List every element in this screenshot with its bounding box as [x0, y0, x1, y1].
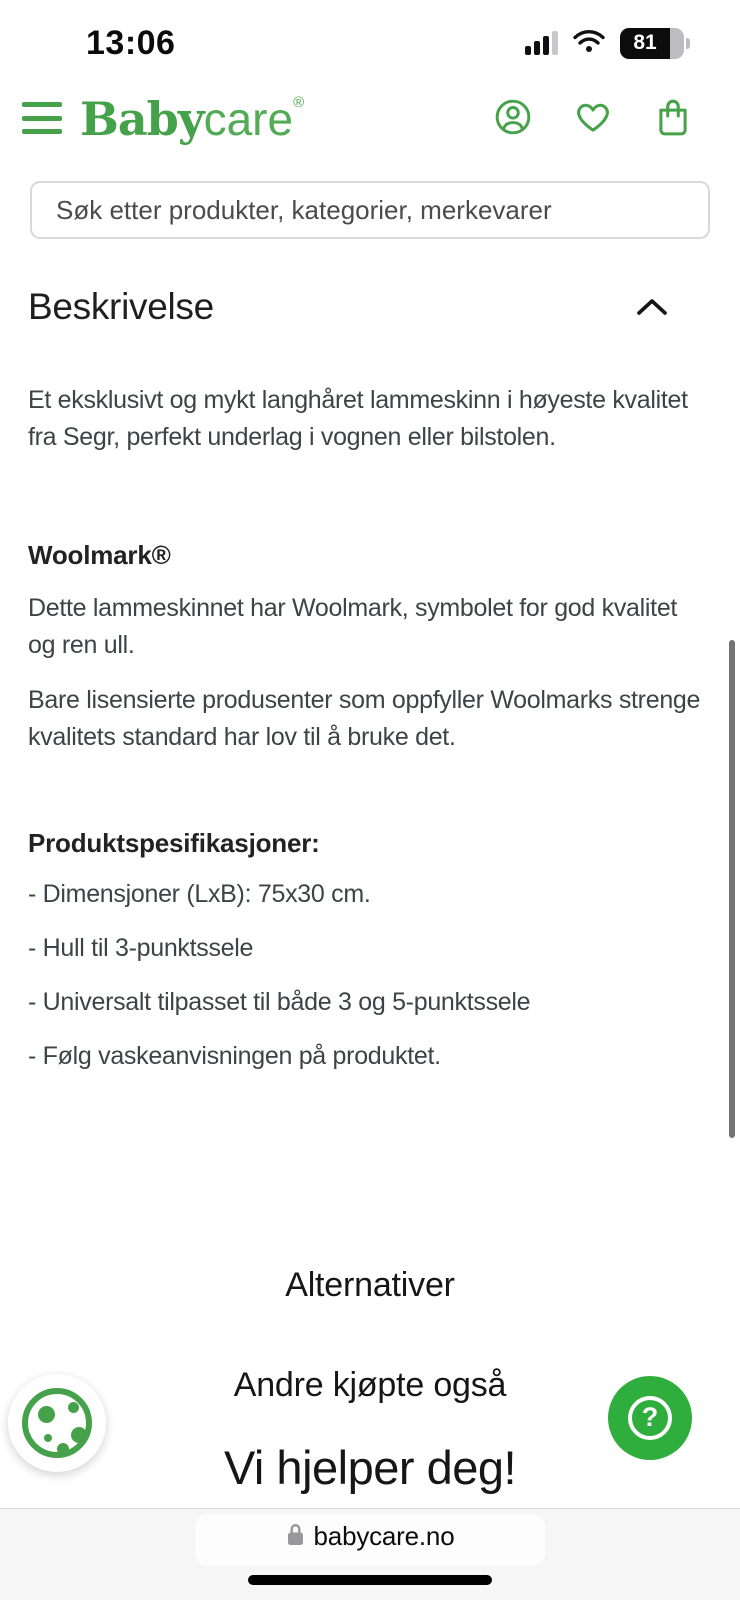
text-line: Et eksklusivt og mykt langhåret lammeskinn i høyeste kvalitet — [28, 386, 688, 414]
battery-percent: 81 — [620, 28, 670, 59]
text-line: Bare lisensierte produsenter som oppfyller Woolmarks strenge — [28, 686, 701, 714]
spec-item: - Universalt tilpasset til både 3 og 5-punktssele — [28, 988, 531, 1016]
description-title: Beskrivelse — [28, 286, 214, 327]
description-accordion-header[interactable] — [28, 286, 712, 334]
home-indicator[interactable] — [248, 1575, 492, 1585]
cart-button[interactable] — [654, 98, 692, 138]
status-time: 13:06 — [86, 24, 176, 62]
address-bar[interactable] — [0, 1521, 740, 1552]
description-intro — [28, 382, 728, 456]
text-line: fra Segr, perfekt underlag i vognen eller bilstolen. — [28, 423, 556, 451]
wifi-icon — [573, 29, 605, 58]
header-actions — [494, 98, 692, 138]
menu-button[interactable] — [22, 102, 62, 134]
text-line: Dette lammeskinnet har Woolmark, symbolet for god kvalitet — [28, 594, 678, 622]
help-widget-button[interactable] — [608, 1376, 692, 1460]
person-circle-icon — [494, 98, 532, 139]
woolmark-heading: Woolmark® — [28, 540, 171, 570]
also-bought-title: Andre kjøpte også — [233, 1366, 507, 1404]
chevron-up-icon[interactable] — [634, 296, 670, 325]
cookie-settings-button[interactable] — [8, 1374, 106, 1472]
shopping-bag-icon — [655, 97, 691, 140]
search-input[interactable] — [30, 181, 710, 239]
spec-item: - Følg vaskeanvisningen på produktet. — [28, 1042, 441, 1070]
logo-registered-mark: ® — [293, 94, 305, 111]
account-button[interactable] — [494, 98, 532, 138]
woolmark-paragraph — [28, 590, 728, 664]
license-paragraph — [28, 682, 728, 756]
spec-item: - Hull til 3-punktssele — [28, 934, 254, 962]
text-line: og ren ull. — [28, 631, 135, 659]
status-bar — [0, 0, 740, 70]
wishlist-button[interactable] — [574, 98, 612, 138]
we-help-title: Vi hjelper deg! — [223, 1441, 517, 1494]
logo-light-text: care — [203, 93, 294, 145]
question-mark-icon: ? — [628, 1396, 672, 1440]
cellular-signal-icon — [525, 31, 558, 55]
battery-icon — [620, 28, 690, 59]
site-header — [0, 86, 740, 156]
padlock-icon — [286, 1522, 305, 1552]
spec-item: - Dimensjoner (LxB): 75x30 cm. — [28, 880, 371, 908]
logo-bold-text: Baby — [80, 92, 204, 146]
search-bar — [30, 181, 710, 239]
page-scrollbar[interactable] — [729, 640, 735, 1138]
heart-icon — [573, 99, 613, 138]
alternatives-title: Alternativer — [285, 1266, 455, 1304]
status-indicators — [525, 26, 690, 60]
browser-bottom-bar — [0, 1508, 740, 1600]
specs-heading: Produktspesifikasjoner: — [28, 828, 320, 858]
url-text: babycare.no — [313, 1521, 455, 1551]
babycare-logo[interactable] — [80, 92, 304, 146]
text-line: kvalitets standard har lov til å bruke det. — [28, 723, 456, 751]
